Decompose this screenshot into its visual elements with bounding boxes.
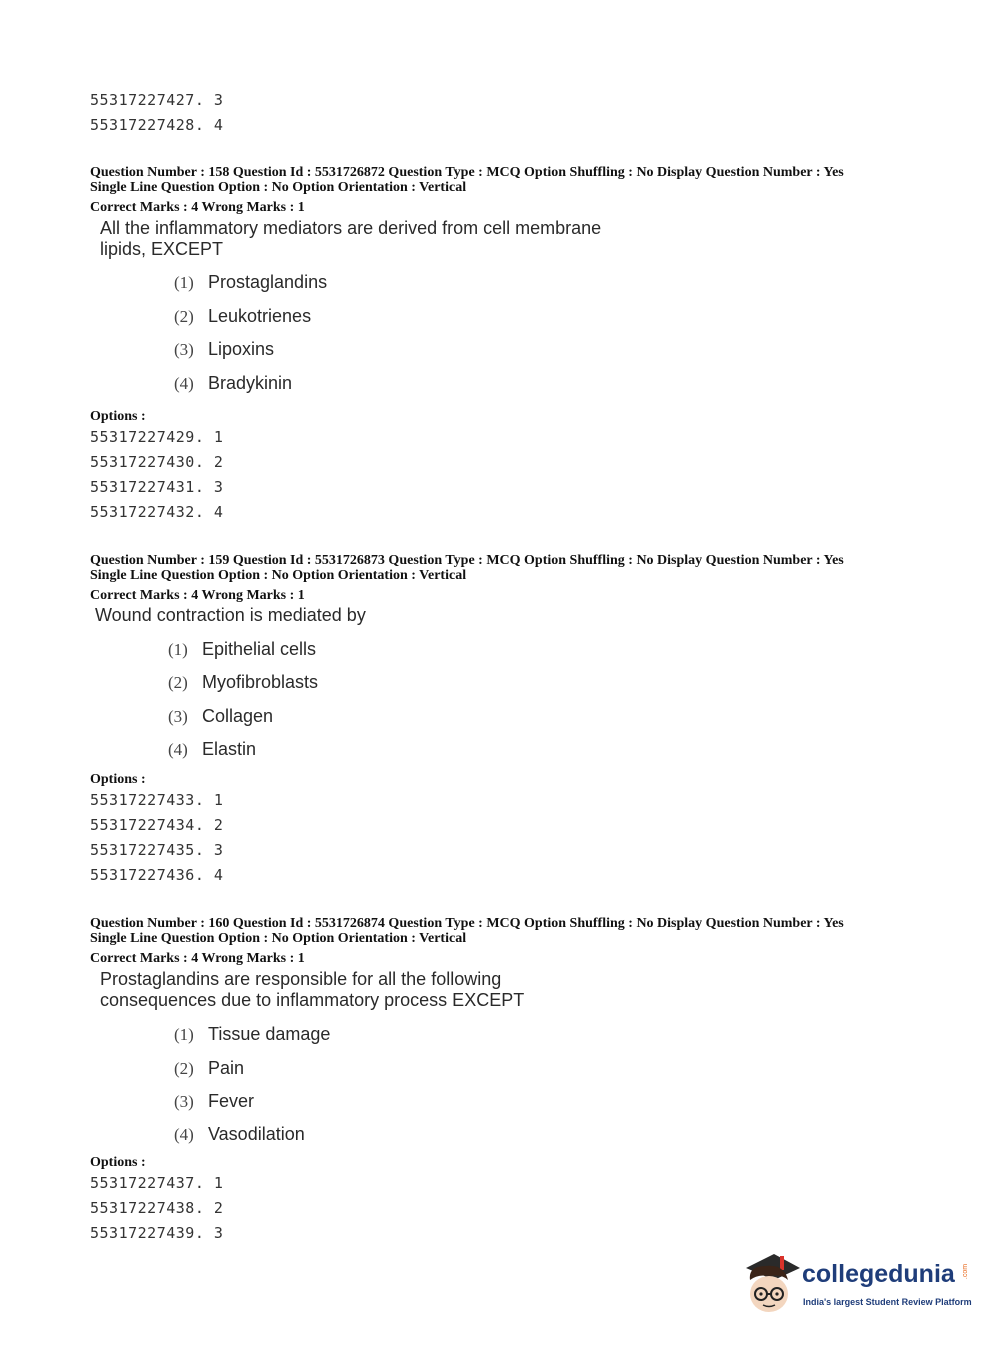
choice-number: (3) bbox=[174, 340, 194, 359]
choice-number: (2) bbox=[168, 673, 188, 692]
choice-text: Tissue damage bbox=[208, 1024, 331, 1044]
question-meta-line2: Single Line Question Option : No Option Orientation : Vertical bbox=[90, 180, 467, 195]
option-id-line: 55317227439. 3 bbox=[90, 1224, 224, 1242]
choice-text: Prostaglandins bbox=[208, 272, 328, 292]
option-id-line: 55317227431. 3 bbox=[90, 478, 224, 496]
answer-choice bbox=[168, 639, 316, 660]
choice-number: (4) bbox=[174, 374, 194, 393]
options-label: Options : bbox=[90, 1155, 146, 1170]
choice-number: (2) bbox=[174, 307, 194, 326]
choice-number: (4) bbox=[168, 740, 188, 759]
logo-tagline: India's largest Student Review Platform bbox=[803, 1297, 972, 1307]
choice-number: (4) bbox=[174, 1125, 194, 1144]
question-meta-line2: Single Line Question Option : No Option Orientation : Vertical bbox=[90, 931, 467, 946]
choice-number: (1) bbox=[174, 273, 194, 292]
option-id-line: 55317227428. 4 bbox=[90, 116, 224, 134]
choice-text: Vasodilation bbox=[208, 1124, 305, 1144]
choice-text: Leukotrienes bbox=[208, 306, 312, 326]
question-marks: Correct Marks : 4 Wrong Marks : 1 bbox=[90, 951, 305, 966]
choice-text: Collagen bbox=[202, 706, 274, 726]
answer-choice bbox=[174, 1124, 305, 1145]
choice-number: (3) bbox=[174, 1092, 194, 1111]
option-id-line: 55317227435. 3 bbox=[90, 841, 224, 859]
mascot-icon bbox=[742, 1250, 802, 1316]
question-meta-line2: Single Line Question Option : No Option Orientation : Vertical bbox=[90, 568, 467, 583]
answer-choice bbox=[174, 272, 327, 293]
option-id-line: 55317227433. 1 bbox=[90, 791, 224, 809]
choice-text: Pain bbox=[208, 1058, 245, 1078]
answer-choice bbox=[168, 706, 273, 727]
option-id-line: 55317227434. 2 bbox=[90, 816, 224, 834]
options-label: Options : bbox=[90, 772, 146, 787]
question-text-line: All the inflammatory mediators are derived from cell membrane bbox=[100, 218, 602, 238]
choice-text: Myofibroblasts bbox=[202, 672, 319, 692]
option-id-line: 55317227437. 1 bbox=[90, 1174, 224, 1192]
question-text-line: lipids, EXCEPT bbox=[100, 239, 224, 259]
question-text-line: Wound contraction is mediated by bbox=[95, 605, 366, 625]
logo-suffix: .com bbox=[962, 1263, 970, 1280]
choice-number: (2) bbox=[174, 1059, 194, 1078]
logo-wordmark: collegedunia bbox=[802, 1260, 955, 1288]
question-meta-line1: Question Number : 159 Question Id : 5531726873 Question Type : MCQ Option Shuffling : No Display Question Number : Yes bbox=[90, 553, 844, 568]
option-id-line: 55317227438. 2 bbox=[90, 1199, 224, 1217]
option-id-line: 55317227427. 3 bbox=[90, 91, 224, 109]
answer-choice bbox=[168, 739, 256, 760]
option-id-line: 55317227432. 4 bbox=[90, 503, 224, 521]
question-meta-line1: Question Number : 158 Question Id : 5531726872 Question Type : MCQ Option Shuffling : No Display Question Number : Yes bbox=[90, 165, 844, 180]
question-text-line: consequences due to inflammatory process EXCEPT bbox=[100, 990, 525, 1010]
answer-choice bbox=[174, 1058, 244, 1079]
option-id-line: 55317227436. 4 bbox=[90, 866, 224, 884]
choice-text: Epithelial cells bbox=[202, 639, 317, 659]
question-marks: Correct Marks : 4 Wrong Marks : 1 bbox=[90, 588, 305, 603]
options-label: Options : bbox=[90, 409, 146, 424]
option-id-line: 55317227430. 2 bbox=[90, 453, 224, 471]
answer-choice bbox=[174, 339, 274, 360]
choice-text: Fever bbox=[208, 1091, 255, 1111]
choice-text: Bradykinin bbox=[208, 373, 293, 393]
choice-text: Lipoxins bbox=[208, 339, 275, 359]
collegedunia-logo bbox=[742, 1250, 972, 1320]
choice-number: (1) bbox=[168, 640, 188, 659]
answer-choice bbox=[174, 373, 292, 394]
answer-choice bbox=[174, 1091, 254, 1112]
question-text-line: Prostaglandins are responsible for all the following bbox=[100, 969, 502, 989]
choice-number: (3) bbox=[168, 707, 188, 726]
choice-number: (1) bbox=[174, 1025, 194, 1044]
question-meta-line1: Question Number : 160 Question Id : 5531726874 Question Type : MCQ Option Shuffling : No Display Question Number : Yes bbox=[90, 916, 844, 931]
answer-choice bbox=[168, 672, 318, 693]
answer-choice bbox=[174, 306, 311, 327]
choice-text: Elastin bbox=[202, 739, 257, 759]
option-id-line: 55317227429. 1 bbox=[90, 428, 224, 446]
answer-choice bbox=[174, 1024, 330, 1045]
question-marks: Correct Marks : 4 Wrong Marks : 1 bbox=[90, 200, 305, 215]
